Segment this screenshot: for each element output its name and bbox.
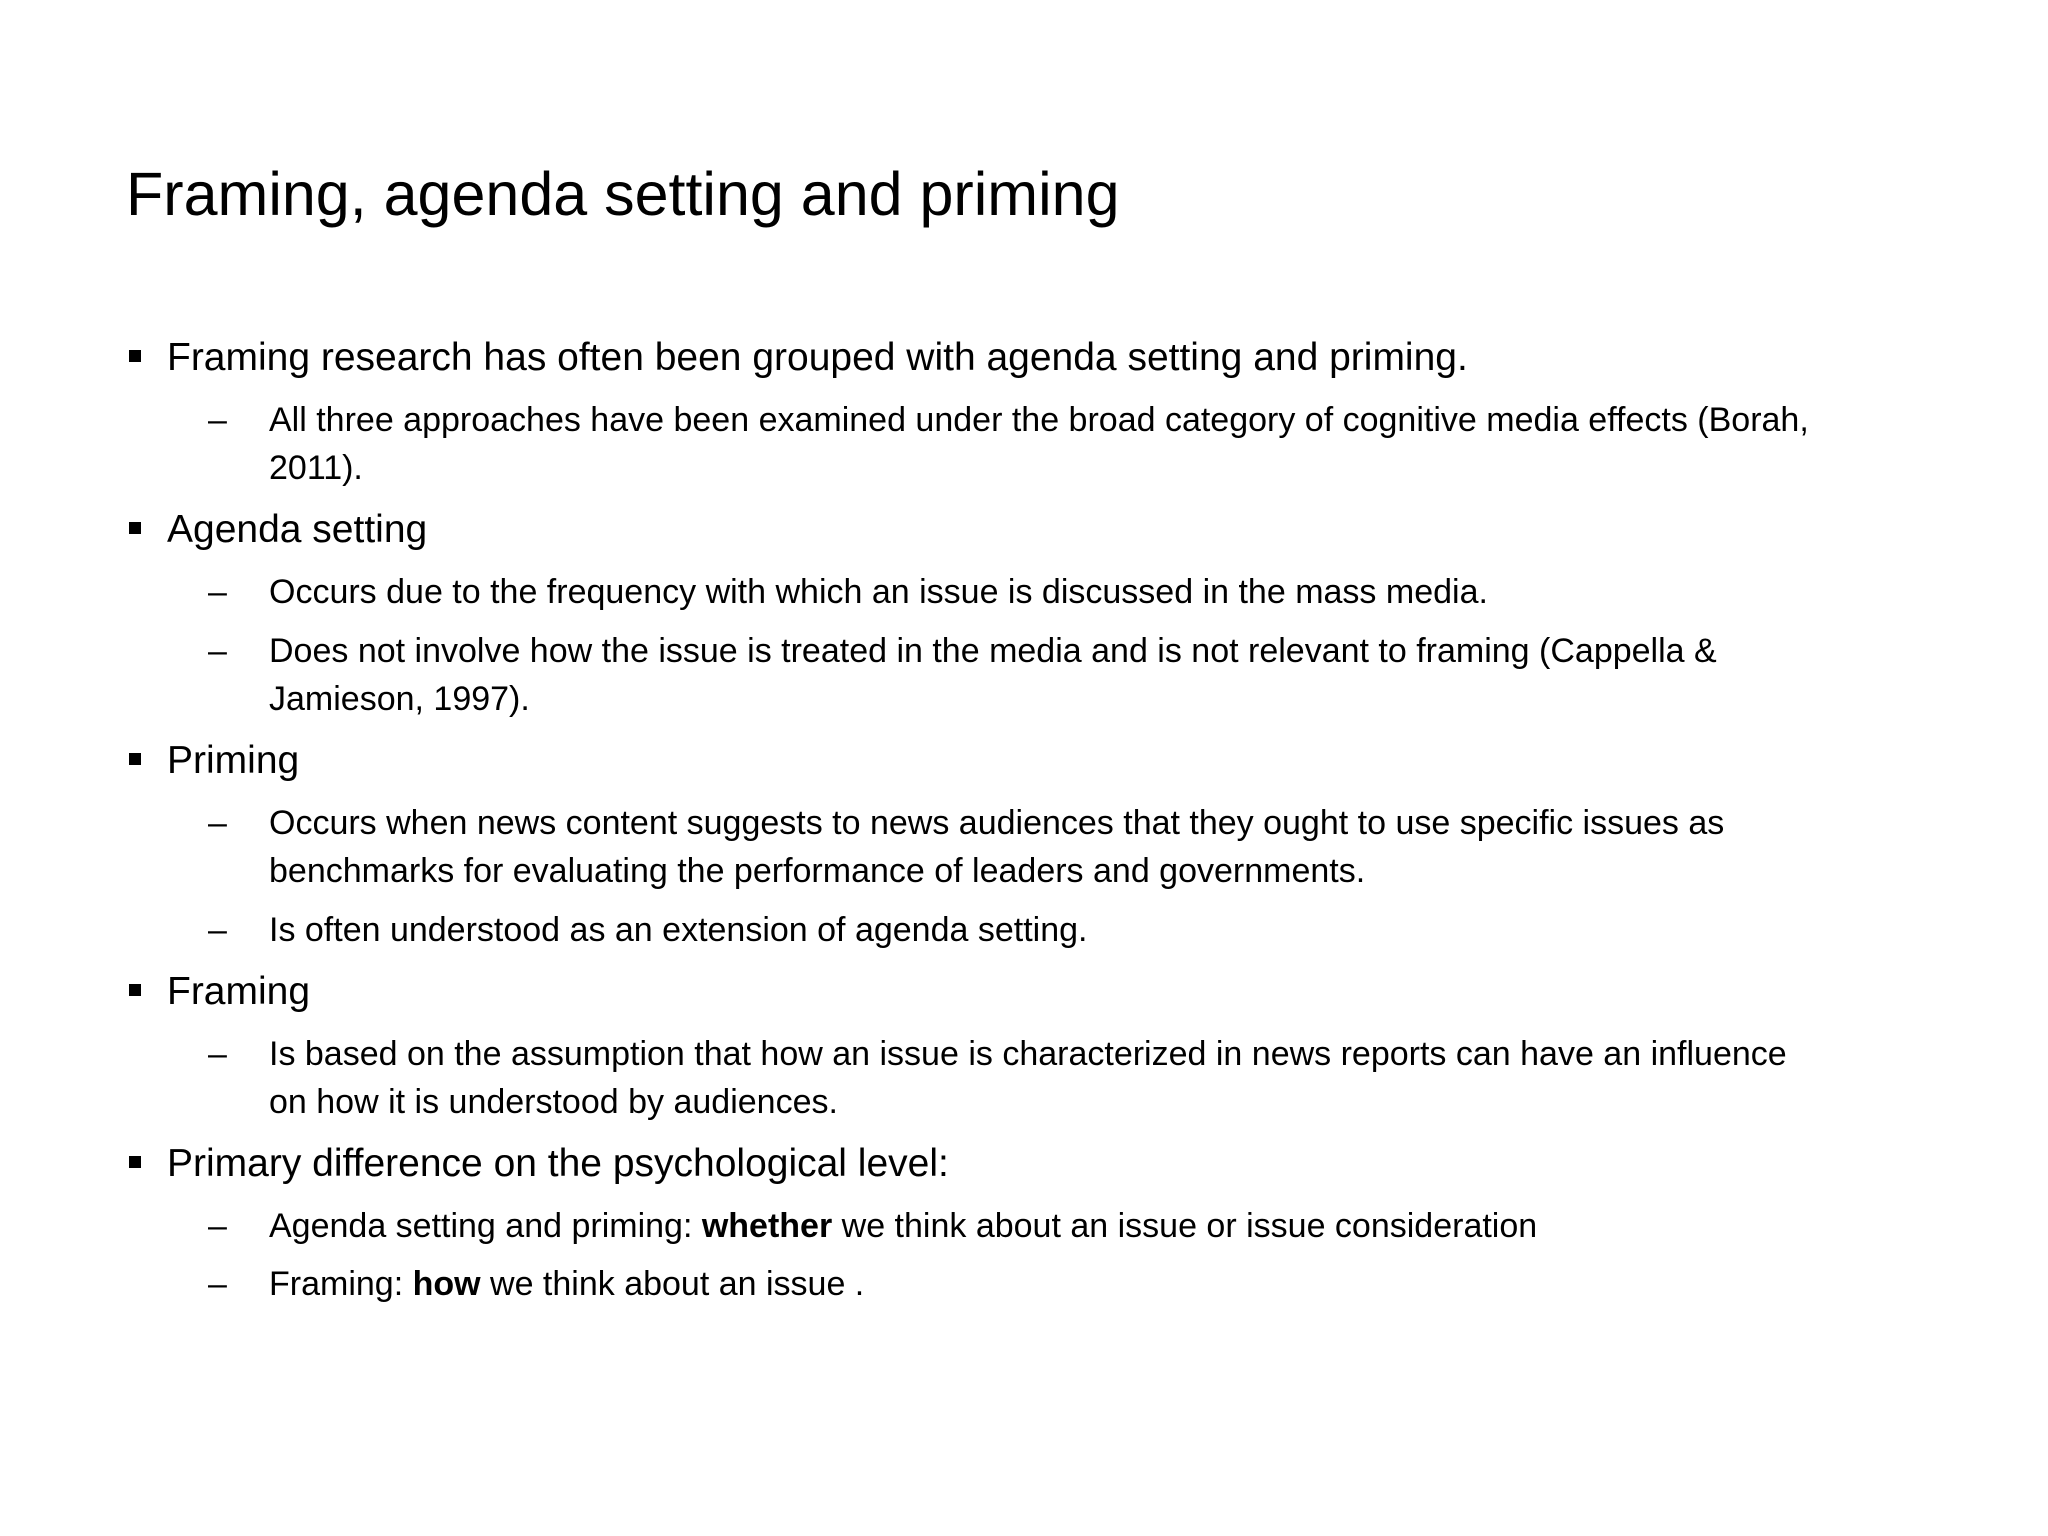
sub-bullet-line: benchmarks for evaluating the performance of leaders and governments. xyxy=(269,852,1366,890)
square-bullet-icon xyxy=(129,753,141,765)
text-run: Agenda setting and priming: xyxy=(269,1207,702,1245)
sub-bullet-line xyxy=(269,1260,1969,1308)
dash-bullet-icon: – xyxy=(208,911,227,949)
sub-bullet-text xyxy=(269,1260,1969,1308)
sub-bullet-line: Does not involve how the issue is treated in the media and is not relevant to framing (Cappella & xyxy=(269,632,1717,670)
sub-bullet-line: Occurs when news content suggests to news audiences that they ought to use specific issues as xyxy=(269,804,1725,842)
sub-bullet-text xyxy=(269,906,1969,954)
square-bullet-icon xyxy=(129,350,141,362)
dash-bullet-icon: – xyxy=(208,401,227,439)
sub-bullet-text xyxy=(269,568,1969,616)
dash-bullet-icon: – xyxy=(208,632,227,670)
text-run: we think about an issue or issue consideration xyxy=(832,1207,1538,1245)
bullet-text: Priming xyxy=(167,739,300,782)
sub-bullet-text xyxy=(269,396,1969,492)
bullet-text: Primary difference on the psychological level: xyxy=(167,1142,949,1185)
emphasis-text: whether xyxy=(701,1207,833,1245)
emphasis-text: how xyxy=(412,1265,481,1303)
sub-bullet-line: 2011). xyxy=(269,449,363,487)
sub-bullet-text xyxy=(269,627,1969,723)
sub-bullet-line: Is based on the assumption that how an issue is characterized in news reports can have an influence xyxy=(269,1035,1787,1073)
sub-bullet-line: Is often understood as an extension of agenda setting. xyxy=(269,911,1088,949)
sub-bullet-line: Occurs due to the frequency with which an issue is discussed in the mass media. xyxy=(269,573,1488,611)
slide-title: Framing, agenda setting and priming xyxy=(126,160,1120,228)
square-bullet-icon xyxy=(129,1156,141,1168)
sub-bullet-text xyxy=(269,799,1969,895)
sub-bullet-text xyxy=(269,1030,1969,1126)
text-run: we think about an issue . xyxy=(480,1265,865,1303)
sub-bullet-line xyxy=(269,1202,1969,1250)
dash-bullet-icon: – xyxy=(208,804,227,842)
text-run: Framing: xyxy=(269,1265,413,1303)
sub-bullet-text xyxy=(269,1202,1969,1250)
sub-bullet-line: Jamieson, 1997). xyxy=(269,680,530,718)
dash-bullet-icon: – xyxy=(208,1035,227,1073)
dash-bullet-icon: – xyxy=(208,1265,227,1303)
bullet-text: Framing xyxy=(167,970,311,1013)
sub-bullet-line: on how it is understood by audiences. xyxy=(269,1083,838,1121)
square-bullet-icon xyxy=(129,984,141,996)
dash-bullet-icon: – xyxy=(208,573,227,611)
bullet-text: Framing research has often been grouped with agenda setting and priming. xyxy=(167,336,1468,379)
sub-bullet-line: All three approaches have been examined under the broad category of cognitive media effects (Borah, xyxy=(269,401,1809,439)
bullet-text: Agenda setting xyxy=(167,508,428,551)
square-bullet-icon xyxy=(129,522,141,534)
dash-bullet-icon: – xyxy=(208,1207,227,1245)
